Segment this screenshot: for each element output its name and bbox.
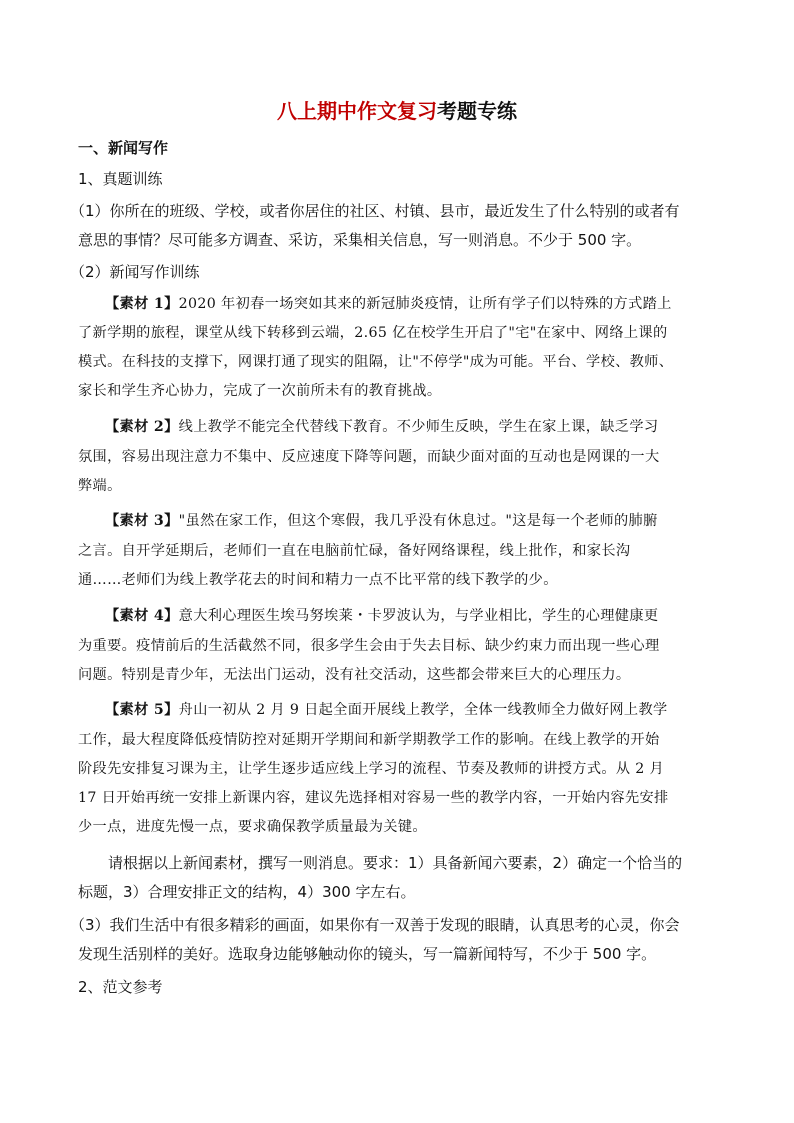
material-3-line-1: 【素材 3】"虽然在家工作，但这个寒假，我几乎没有休息过。"这是每一个老师的肺腑 bbox=[105, 513, 658, 529]
material-2-line-1: 【素材 2】线上教学不能完全代替线下教育。不少师生反映，学生在家上课，缺乏学习 bbox=[105, 419, 659, 435]
material-5-line-3: 阶段先安排复习课为主，让学生逐步适应线上学习的流程、节奏及教师的讲授方式。从 2 月 bbox=[78, 761, 665, 777]
requirement-line-1: 请根据以上新闻素材，撰写一则消息。要求：1）具备新闻六要素，2）确定一个恰当的 bbox=[108, 854, 683, 872]
subheading-model-essays: 2、范文参考 bbox=[78, 978, 163, 996]
material-3-tag: 【素材 3】 bbox=[105, 513, 179, 529]
material-5-tag: 【素材 5】 bbox=[105, 702, 179, 718]
requirement-line-2: 标题，3）合理安排正文的结构，4）300 字左右。 bbox=[78, 883, 416, 901]
material-4-tag: 【素材 4】 bbox=[105, 608, 179, 624]
material-3-line-2: 之言。自开学延期后，老师们一直在电脑前忙碌，备好网络课程，线上批作，和家长沟 bbox=[78, 543, 631, 559]
question-1-line-2: 意思的事情？尽可能多方调查、采访，采集相关信息，写一则消息。不少于 500 字。 bbox=[78, 231, 642, 249]
question-3-line-1: （3）我们生活中有很多精彩的画面，如果你有一双善于发现的眼睛，认真思考的心灵，你会 bbox=[70, 916, 680, 934]
page-title bbox=[0, 97, 794, 125]
material-2-tag: 【素材 2】 bbox=[105, 419, 179, 435]
material-5-line-5: 少一点，进度先慢一点，要求确保教学质量最为关键。 bbox=[78, 819, 427, 835]
page-title-black: 考题专练 bbox=[437, 99, 517, 123]
page-title-red: 八上期中作文复习 bbox=[277, 99, 437, 123]
question-1-line-1: （1）你所在的班级、学校，或者你居住的社区、村镇、县市，最近发生了什么特别的或者有 bbox=[70, 202, 680, 220]
material-1-line-2: 了新学期的旅程，课堂从线下转移到云端，2.65 亿在校学生开启了"宅"在家中、网络上课的 bbox=[78, 325, 668, 341]
section-heading-news-writing: 一、新闻写作 bbox=[78, 139, 169, 157]
question-2-label: （2）新闻写作训练 bbox=[70, 263, 200, 281]
material-2-line-2: 氛围，容易出现注意力不集中、反应速度下降等问题，而缺少面对面的互动也是网课的一大 bbox=[78, 449, 660, 465]
subheading-real-exam: 1、真题训练 bbox=[78, 170, 163, 188]
material-3-line-3: 通……老师们为线上教学花去的时间和精力一点不比平常的线下教学的少。 bbox=[78, 572, 558, 588]
material-5-line-1: 【素材 5】舟山一初从 2 月 9 日起全面开展线上教学，全体一线教师全力做好网上教学 bbox=[105, 702, 668, 718]
material-1-line-3: 模式。在科技的支撑下，网课打通了现实的阻隔，让"不停学"成为可能。平台、学校、教师、 bbox=[78, 354, 674, 370]
material-5-line-4: 17 日开始再统一安排上新课内容，建议先选择相对容易一些的教学内容，一开始内容先安排 bbox=[78, 790, 669, 806]
material-4-line-2: 为重要。疫情前后的生活截然不同，很多学生会由于失去目标、缺少约束力而出现一些心理 bbox=[78, 638, 660, 654]
material-2-line-3: 弊端。 bbox=[78, 478, 122, 494]
material-1-line-1: 【素材 1】2020 年初春一场突如其来的新冠肺炎疫情，让所有学子们以特殊的方式踏上 bbox=[105, 296, 672, 312]
material-4-line-1: 【素材 4】意大利心理医生埃马努埃莱・卡罗波认为，与学业相比，学生的心理健康更 bbox=[105, 608, 659, 624]
material-4-line-3: 问题。特别是青少年，无法出门运动，没有社交活动，这些都会带来巨大的心理压力。 bbox=[78, 667, 631, 683]
material-5-line-2: 工作，最大程度降低疫情防控对延期开学期间和新学期教学工作的影响。在线上教学的开始 bbox=[78, 732, 660, 748]
question-3-line-2: 发现生活别样的美好。选取身边能够触动你的镜头，写一篇新闻特写，不少于 500 字。 bbox=[78, 945, 657, 963]
material-1-tag: 【素材 1】 bbox=[105, 296, 179, 312]
material-1-line-4: 家长和学生齐心协力，完成了一次前所未有的教育挑战。 bbox=[78, 383, 442, 399]
